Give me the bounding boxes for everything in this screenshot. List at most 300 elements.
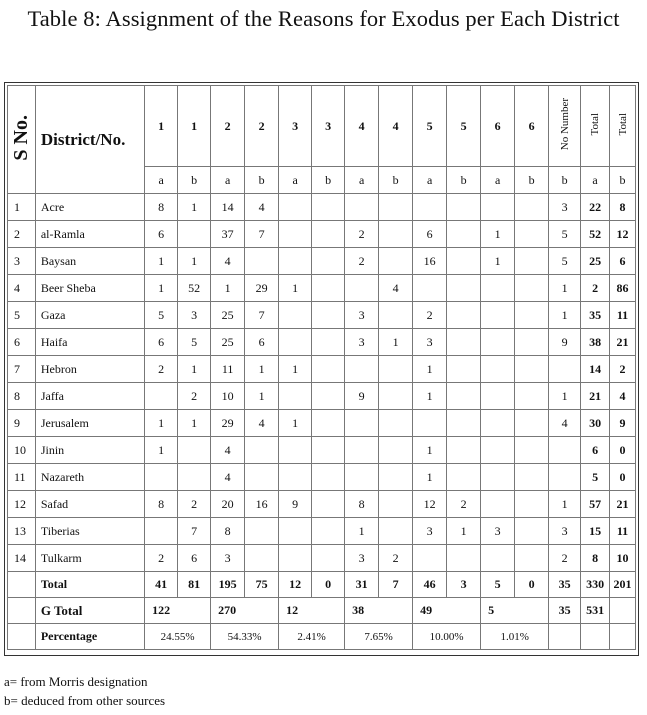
table-cell: 1 (549, 275, 581, 302)
total-cell: 31 (345, 572, 379, 598)
sub-header: b (610, 167, 636, 194)
table-cell (515, 221, 549, 248)
table-cell (447, 383, 481, 410)
sub-header: a (211, 167, 245, 194)
percentage-empty (549, 624, 581, 650)
row-number: 3 (8, 248, 36, 275)
table-cell: 2 (345, 248, 379, 275)
table-row (8, 221, 636, 248)
table-cell: 1 (481, 221, 515, 248)
table-cell (481, 329, 515, 356)
table-cell (447, 545, 481, 572)
table-cell: 1 (379, 329, 413, 356)
gtotal-spacer (8, 598, 36, 624)
table-cell: 0 (610, 464, 636, 491)
total-cell: 41 (145, 572, 178, 598)
table-cell (379, 248, 413, 275)
table-row (8, 194, 636, 221)
percentage-cell: 1.01% (481, 624, 549, 650)
table-cell (481, 302, 515, 329)
footnotes (4, 672, 165, 710)
row-number: 6 (8, 329, 36, 356)
table-cell (447, 248, 481, 275)
table-cell: 1 (145, 248, 178, 275)
percentage-cell: 10.00% (413, 624, 481, 650)
table-cell: 3 (549, 518, 581, 545)
table-cell: 5 (581, 464, 610, 491)
table-cell: 5 (549, 221, 581, 248)
sub-header: b (447, 167, 481, 194)
table-cell: 0 (610, 437, 636, 464)
table-cell (379, 410, 413, 437)
table-cell: 6 (581, 437, 610, 464)
header-row (8, 86, 636, 167)
row-number: 10 (8, 437, 36, 464)
table-cell (413, 194, 447, 221)
table-cell: 2 (610, 356, 636, 383)
exodus-table (7, 85, 636, 650)
table-cell (413, 545, 447, 572)
table-cell (481, 194, 515, 221)
table-cell: 7 (245, 221, 279, 248)
table-cell (515, 329, 549, 356)
table-cell: 9 (345, 383, 379, 410)
reason-header: 4 (379, 86, 413, 167)
table-cell (312, 383, 345, 410)
row-number: 12 (8, 491, 36, 518)
sub-header: b (245, 167, 279, 194)
table-cell (279, 248, 312, 275)
table-cell: 6 (178, 545, 211, 572)
reason-header: 5 (413, 86, 447, 167)
table-cell: 52 (581, 221, 610, 248)
sub-header: b (379, 167, 413, 194)
table-row (8, 248, 636, 275)
table-row (8, 275, 636, 302)
table-cell (515, 491, 549, 518)
table-cell (312, 518, 345, 545)
row-number: 14 (8, 545, 36, 572)
total-row (8, 572, 636, 598)
table-cell (312, 248, 345, 275)
sub-header: b (549, 167, 581, 194)
table-cell: 9 (610, 410, 636, 437)
table-cell: 3 (549, 194, 581, 221)
gtotal-cell: 5 (481, 598, 549, 624)
district-name: Jerusalem (35, 410, 144, 437)
table-cell: 4 (379, 275, 413, 302)
table-cell: 1 (549, 491, 581, 518)
table-cell (279, 194, 312, 221)
table-row (8, 437, 636, 464)
district-name: Tulkarm (35, 545, 144, 572)
district-name: Jaffa (35, 383, 144, 410)
total-label: Total (35, 572, 144, 598)
table-cell (379, 302, 413, 329)
table-cell (515, 356, 549, 383)
table-cell: 4 (245, 194, 279, 221)
total-cell: 46 (413, 572, 447, 598)
table-cell (447, 464, 481, 491)
table-cell: 1 (178, 410, 211, 437)
table-cell: 38 (581, 329, 610, 356)
table-cell: 14 (581, 356, 610, 383)
table-cell: 20 (211, 491, 245, 518)
table-row (8, 491, 636, 518)
sub-header: b (515, 167, 549, 194)
table-cell (345, 194, 379, 221)
table-cell: 2 (581, 275, 610, 302)
sub-header: a (481, 167, 515, 194)
sub-header: b (178, 167, 211, 194)
table-cell (549, 464, 581, 491)
table-cell: 1 (145, 437, 178, 464)
table-cell: 4 (211, 464, 245, 491)
table-cell (312, 221, 345, 248)
total-cell: 81 (178, 572, 211, 598)
table-cell: 11 (610, 518, 636, 545)
gtotal-cell: 270 (211, 598, 279, 624)
table-cell (279, 545, 312, 572)
table-cell: 7 (178, 518, 211, 545)
reason-header: 4 (345, 86, 379, 167)
total-cell: 3 (447, 572, 481, 598)
table-cell (245, 518, 279, 545)
table-row (8, 329, 636, 356)
table-cell: 6 (610, 248, 636, 275)
total-cell: 7 (379, 572, 413, 598)
table-row (8, 464, 636, 491)
district-name: Tiberias (35, 518, 144, 545)
table-cell: 3 (211, 545, 245, 572)
table-cell: 16 (245, 491, 279, 518)
table-cell (481, 545, 515, 572)
table-cell (515, 275, 549, 302)
table-cell (312, 545, 345, 572)
table-cell (549, 356, 581, 383)
row-number: 11 (8, 464, 36, 491)
table-cell: 1 (413, 383, 447, 410)
reason-header: 1 (145, 86, 178, 167)
percentage-cell: 2.41% (279, 624, 345, 650)
table-cell: 11 (211, 356, 245, 383)
table-cell: 16 (413, 248, 447, 275)
footnote-a: a= from Morris designation (4, 674, 148, 689)
table-cell: 8 (345, 491, 379, 518)
table-cell (515, 464, 549, 491)
table-cell: 37 (211, 221, 245, 248)
table-cell (312, 194, 345, 221)
no-number-header: No Number (549, 86, 581, 167)
table-cell: 1 (447, 518, 481, 545)
table-cell: 3 (413, 518, 447, 545)
table-cell: 2 (379, 545, 413, 572)
total-cell: 195 (211, 572, 245, 598)
table-cell: 9 (549, 329, 581, 356)
reason-header: 2 (211, 86, 245, 167)
total-cell: 330 (581, 572, 610, 598)
table-cell: 30 (581, 410, 610, 437)
table-cell: 21 (610, 329, 636, 356)
row-number: 9 (8, 410, 36, 437)
table-cell: 1 (345, 518, 379, 545)
district-name: Beer Sheba (35, 275, 144, 302)
table-row (8, 518, 636, 545)
district-name: al-Ramla (35, 221, 144, 248)
district-name: Nazareth (35, 464, 144, 491)
table-cell: 57 (581, 491, 610, 518)
table-cell: 12 (413, 491, 447, 518)
gtotal-row (8, 598, 636, 624)
table-cell (279, 329, 312, 356)
table-cell (413, 275, 447, 302)
total-cell: 0 (515, 572, 549, 598)
percentage-label: Percentage (35, 624, 144, 650)
district-name: Haifa (35, 329, 144, 356)
table-cell: 4 (211, 437, 245, 464)
table-cell: 4 (610, 383, 636, 410)
table-cell: 1 (413, 356, 447, 383)
table-cell (515, 248, 549, 275)
table-cell (178, 221, 211, 248)
percentage-empty (581, 624, 610, 650)
table-cell: 3 (178, 302, 211, 329)
table-cell (379, 194, 413, 221)
table-cell: 12 (610, 221, 636, 248)
table-cell (245, 464, 279, 491)
table-cell (279, 302, 312, 329)
sub-header: a (279, 167, 312, 194)
total-spacer (8, 572, 36, 598)
table-cell: 1 (178, 248, 211, 275)
table-cell (312, 491, 345, 518)
table-cell: 10 (610, 545, 636, 572)
table-cell: 4 (211, 248, 245, 275)
table-cell: 5 (145, 302, 178, 329)
reason-header: 3 (312, 86, 345, 167)
row-number: 2 (8, 221, 36, 248)
table-cell (178, 437, 211, 464)
row-number: 13 (8, 518, 36, 545)
table-cell: 1 (279, 275, 312, 302)
table-cell (345, 437, 379, 464)
percentage-cell: 54.33% (211, 624, 279, 650)
total-cell: 0 (312, 572, 345, 598)
table-cell (447, 329, 481, 356)
gtotal-cell: 38 (345, 598, 413, 624)
table-cell (145, 518, 178, 545)
table-cell (481, 410, 515, 437)
table-cell: 1 (413, 464, 447, 491)
table-cell (447, 194, 481, 221)
table-cell: 8 (211, 518, 245, 545)
table-cell: 8 (610, 194, 636, 221)
table-cell: 1 (178, 356, 211, 383)
table-cell: 1 (145, 410, 178, 437)
table-cell (481, 491, 515, 518)
table-cell: 25 (211, 329, 245, 356)
total-cell: 75 (245, 572, 279, 598)
table-cell (447, 356, 481, 383)
total-cell: 5 (481, 572, 515, 598)
percentage-cell: 7.65% (345, 624, 413, 650)
table-cell: 1 (279, 410, 312, 437)
table-cell: 11 (610, 302, 636, 329)
table-cell (379, 464, 413, 491)
table-title: Table 8: Assignment of the Reasons for Exodus per Each District (27, 6, 620, 31)
table-cell: 1 (549, 302, 581, 329)
district-name: Baysan (35, 248, 144, 275)
gtotal-label: G Total (35, 598, 144, 624)
table-cell (379, 221, 413, 248)
table-cell: 29 (245, 275, 279, 302)
table-cell: 2 (145, 356, 178, 383)
table-cell (312, 275, 345, 302)
table-cell: 2 (178, 491, 211, 518)
table-cell (481, 464, 515, 491)
sub-header: a (413, 167, 447, 194)
sub-header: a (345, 167, 379, 194)
table-cell (279, 518, 312, 545)
district-name: Hebron (35, 356, 144, 383)
table-cell: 2 (178, 383, 211, 410)
sno-header: S No. (8, 86, 36, 194)
reason-header: 1 (178, 86, 211, 167)
sub-header: b (312, 167, 345, 194)
gtotal-empty (610, 598, 636, 624)
table-cell (481, 356, 515, 383)
table-cell (515, 302, 549, 329)
table-cell: 14 (211, 194, 245, 221)
table-cell: 1 (481, 248, 515, 275)
total-cell: 35 (549, 572, 581, 598)
percentage-spacer (8, 624, 36, 650)
table-cell (279, 383, 312, 410)
table-cell (279, 221, 312, 248)
table-cell (312, 302, 345, 329)
table-cell: 1 (279, 356, 312, 383)
table-cell: 6 (145, 221, 178, 248)
table-cell (279, 437, 312, 464)
gtotal-cell: 49 (413, 598, 481, 624)
reason-header: 3 (279, 86, 312, 167)
table-cell (379, 383, 413, 410)
percentage-row (8, 624, 636, 650)
row-number: 1 (8, 194, 36, 221)
table-cell: 4 (549, 410, 581, 437)
table-cell (447, 302, 481, 329)
table-row (8, 356, 636, 383)
table-cell (379, 437, 413, 464)
table-cell: 6 (245, 329, 279, 356)
table-row (8, 302, 636, 329)
table-cell (245, 545, 279, 572)
district-name: Gaza (35, 302, 144, 329)
row-number: 8 (8, 383, 36, 410)
district-name: Jinin (35, 437, 144, 464)
table-cell: 3 (345, 329, 379, 356)
gtotal-cell: 122 (145, 598, 211, 624)
table-cell (379, 518, 413, 545)
table-cell: 3 (413, 329, 447, 356)
table-cell (345, 464, 379, 491)
sub-header: a (145, 167, 178, 194)
sub-header: a (581, 167, 610, 194)
table-cell: 52 (178, 275, 211, 302)
table-cell: 1 (145, 275, 178, 302)
district-header: District/No. (35, 86, 144, 194)
table-cell (145, 383, 178, 410)
table-cell: 8 (581, 545, 610, 572)
total-cell: 12 (279, 572, 312, 598)
table-cell (345, 356, 379, 383)
table-row (8, 545, 636, 572)
table-cell: 10 (211, 383, 245, 410)
table-cell: 3 (481, 518, 515, 545)
table-cell (312, 410, 345, 437)
table-cell (515, 518, 549, 545)
table-cell (447, 275, 481, 302)
table-cell: 2 (145, 545, 178, 572)
table-row (8, 410, 636, 437)
table-cell: 86 (610, 275, 636, 302)
table-cell: 29 (211, 410, 245, 437)
reason-header: 6 (481, 86, 515, 167)
table-cell (481, 275, 515, 302)
table-cell: 6 (413, 221, 447, 248)
table-cell: 7 (245, 302, 279, 329)
table-cell: 1 (549, 383, 581, 410)
row-number: 5 (8, 302, 36, 329)
reason-header: 6 (515, 86, 549, 167)
table-cell: 1 (211, 275, 245, 302)
table-cell: 21 (581, 383, 610, 410)
district-name: Acre (35, 194, 144, 221)
table-cell (379, 356, 413, 383)
table-cell (481, 437, 515, 464)
table-cell (481, 383, 515, 410)
table-cell: 15 (581, 518, 610, 545)
table-cell: 1 (413, 437, 447, 464)
table-cell (345, 275, 379, 302)
table-cell: 5 (549, 248, 581, 275)
total-cell: 201 (610, 572, 636, 598)
table-cell: 6 (145, 329, 178, 356)
table-cell (312, 437, 345, 464)
total-b-header: Total (610, 86, 636, 167)
table-cell: 2 (549, 545, 581, 572)
table-cell (345, 410, 379, 437)
row-number: 7 (8, 356, 36, 383)
table-cell (515, 545, 549, 572)
table-cell: 1 (245, 356, 279, 383)
table-cell: 25 (581, 248, 610, 275)
table-cell (515, 194, 549, 221)
table-cell: 1 (178, 194, 211, 221)
table-row (8, 383, 636, 410)
footnote-b: b= deduced from other sources (4, 693, 166, 708)
table-cell (245, 248, 279, 275)
table-cell: 21 (610, 491, 636, 518)
table-cell: 9 (279, 491, 312, 518)
table-cell (447, 221, 481, 248)
table-cell (515, 410, 549, 437)
row-number: 4 (8, 275, 36, 302)
reason-header: 2 (245, 86, 279, 167)
table-cell: 22 (581, 194, 610, 221)
table-cell (379, 491, 413, 518)
gtotal-cell: 531 (581, 598, 610, 624)
